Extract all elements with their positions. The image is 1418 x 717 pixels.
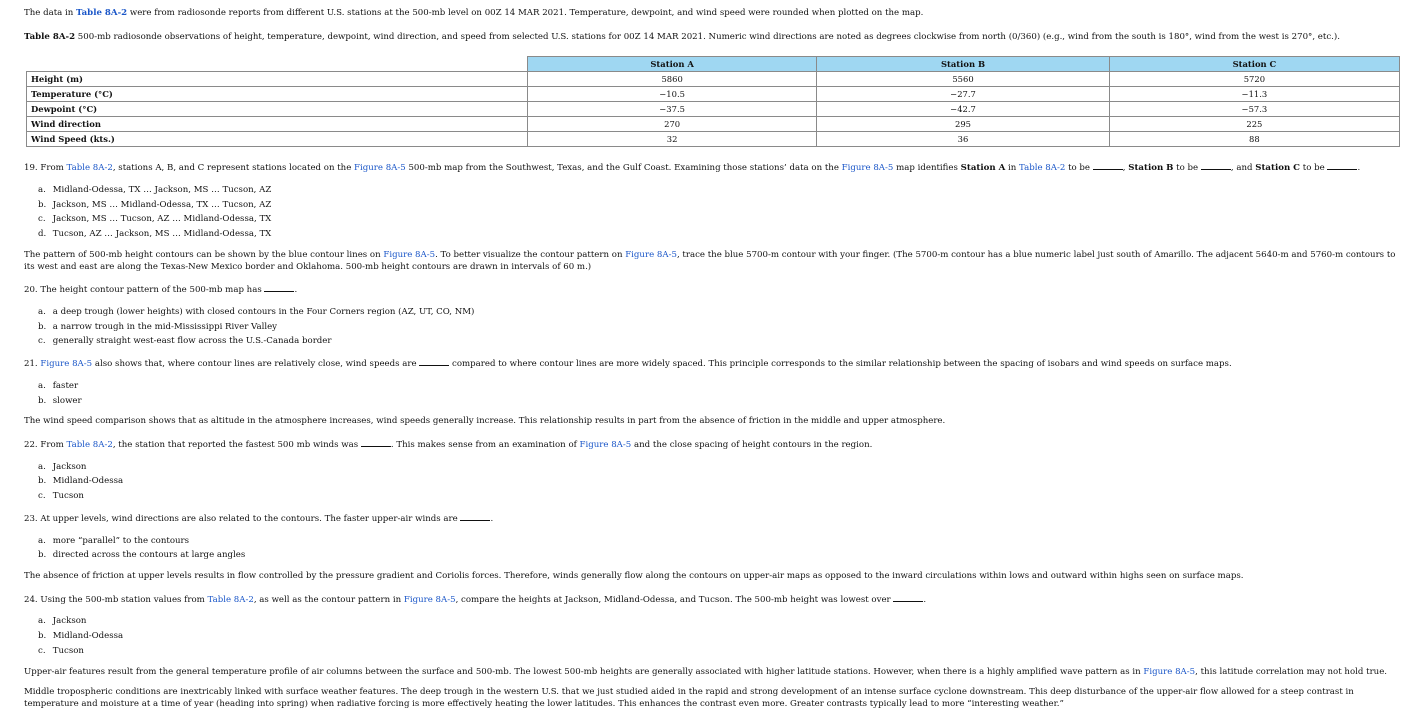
table-cell: 225 bbox=[1109, 117, 1399, 132]
list-item[interactable] bbox=[38, 646, 1398, 661]
p1-text: The pattern of 500-mb height contours can be shown by the blue contour lines on bbox=[24, 249, 384, 260]
question-20 bbox=[24, 283, 1398, 297]
option-letter: a. bbox=[38, 380, 46, 391]
q19-text: 500-mb map from the Southwest, Texas, and the Gulf Coast. Examining those stations’ data on the bbox=[405, 163, 842, 174]
list-item[interactable] bbox=[38, 462, 1398, 477]
q22-text: and the close spacing of height contours in the region. bbox=[631, 439, 873, 450]
q19-text: to be bbox=[1300, 163, 1328, 174]
option-letter: d. bbox=[38, 229, 47, 240]
row-label-temperature: Temperature (°C) bbox=[27, 87, 528, 102]
figure-8a-5-link[interactable]: Figure 8A-5 bbox=[40, 359, 93, 370]
paragraph-troposphere: Middle tropospheric conditions are inextricably linked with surface weather features. The deep trough in the western U.S. that we just studied aided in the rapid and strong development of an intense surface cyclone downstream. This deep disturbance of the upper-air flow allowed for a steep contrast in temperature and moisture at a time of year (heading into spring) when radiative forcing is more effectively heating the lower latitudes. This enhances the contrast even more. Greater contrasts typically lead to more “interesting weather.” bbox=[24, 687, 1354, 709]
list-item[interactable] bbox=[38, 307, 1398, 322]
option-text: Midland-Odessa, TX … Jackson, MS … Tucson, AZ bbox=[52, 184, 272, 195]
row-label-dewpoint: Dewpoint (°C) bbox=[27, 102, 528, 117]
option-letter: c. bbox=[38, 336, 46, 347]
intro-text: The data in bbox=[24, 8, 77, 18]
list-item[interactable] bbox=[38, 336, 1398, 351]
paragraph-latitude bbox=[24, 667, 1398, 679]
q20-options bbox=[38, 307, 1398, 351]
option-letter: b. bbox=[38, 395, 47, 406]
intro-text-end: were from radiosonde reports from different U.S. stations at the 500-mb level on 00Z 14 MAR 2021. Temperature, dewpoint, and wind speed were rounded when plotted on the map. bbox=[127, 8, 924, 18]
q22-text: 22. From bbox=[24, 439, 67, 450]
list-item[interactable] bbox=[38, 616, 1398, 631]
list-item[interactable] bbox=[38, 476, 1398, 491]
table-cell: 5860 bbox=[528, 72, 817, 87]
q24-text: , as well as the contour pattern in bbox=[253, 594, 404, 605]
option-text: Jackson, MS … Tucson, AZ … Midland-Odessa, TX bbox=[52, 214, 272, 225]
paragraph-contours bbox=[24, 250, 1398, 273]
caption-label: Table 8A-2 bbox=[24, 31, 76, 42]
q24-options bbox=[38, 616, 1398, 660]
table-cell: 295 bbox=[817, 117, 1110, 132]
option-text: a narrow trough in the mid-Mississippi River Valley bbox=[52, 321, 278, 332]
table-cell: −57.3 bbox=[1109, 102, 1399, 117]
q23-options bbox=[38, 536, 1398, 566]
q19-text: , bbox=[1122, 163, 1129, 174]
question-24 bbox=[24, 593, 1398, 607]
list-item[interactable] bbox=[38, 631, 1398, 646]
option-text: Midland-Odessa bbox=[52, 631, 124, 642]
list-item[interactable] bbox=[38, 214, 1398, 229]
table-8a-2-link[interactable]: Table 8A-2 bbox=[76, 8, 128, 18]
q21-text: compared to where contour lines are more widely spaced. This principle corresponds to the similar relationship between the spacing of isobars and wind speeds on surface maps. bbox=[449, 359, 1232, 370]
q21-options bbox=[38, 381, 1398, 411]
q22-text: . This makes sense from an examination of bbox=[390, 439, 580, 450]
figure-8a-5-link[interactable]: Figure 8A-5 bbox=[403, 594, 456, 605]
option-text: Tucson bbox=[52, 645, 84, 656]
table-cell: 5560 bbox=[817, 72, 1110, 87]
paragraph-friction: The absence of friction at upper levels results in flow controlled by the pressure gradient and Coriolis forces. Therefore, winds generally flow along the contours on upper-air maps as opposed to the inward circulations within lows and outward within highs seen on surface maps. bbox=[24, 571, 1244, 582]
option-text: Jackson, MS … Midland-Odessa, TX … Tucson, AZ bbox=[52, 199, 272, 210]
q19-bold: Station C bbox=[1255, 163, 1301, 174]
list-item[interactable] bbox=[38, 536, 1398, 551]
question-22 bbox=[24, 438, 1398, 452]
option-letter: b. bbox=[38, 321, 47, 332]
figure-8a-5-link[interactable]: Figure 8A-5 bbox=[625, 249, 677, 260]
q19-text: . bbox=[1357, 163, 1361, 174]
q19-text: to be bbox=[1065, 163, 1093, 174]
question-23 bbox=[24, 512, 1398, 526]
option-letter: b. bbox=[38, 476, 47, 487]
option-text: Midland-Odessa bbox=[52, 476, 124, 487]
q19-bold: Station B bbox=[1128, 163, 1174, 174]
option-text: a deep trough (lower heights) with closed contours in the Four Corners region (AZ, UT, CO, NM) bbox=[52, 306, 475, 317]
table-corner-cell bbox=[27, 57, 528, 72]
q22-text: , the station that reported the fastest 500 mb winds was bbox=[112, 439, 361, 450]
option-text: faster bbox=[52, 380, 79, 391]
table-caption bbox=[24, 32, 1398, 44]
list-item[interactable] bbox=[38, 200, 1398, 215]
q24-text: 24. Using the 500-mb station values from bbox=[24, 594, 208, 605]
q19-text: to be bbox=[1173, 163, 1201, 174]
table-cell: −10.5 bbox=[528, 87, 817, 102]
paragraph-wind-speed: The wind speed comparison shows that as altitude in the atmosphere increases, wind speeds generally increase. This relationship results in part from the absence of friction in the middle and upper atmosphere. bbox=[24, 416, 946, 427]
table-row bbox=[27, 132, 1400, 147]
answer-blank[interactable] bbox=[893, 593, 923, 602]
option-text: more “parallel” to the contours bbox=[52, 535, 190, 546]
option-letter: b. bbox=[38, 550, 47, 561]
question-19 bbox=[24, 161, 1398, 175]
figure-8a-5-link[interactable]: Figure 8A-5 bbox=[579, 439, 632, 450]
list-item[interactable] bbox=[38, 322, 1398, 337]
q19-options bbox=[38, 185, 1398, 244]
answer-blank[interactable] bbox=[1327, 161, 1357, 170]
table-8a-2-link[interactable]: Table 8A-2 bbox=[66, 163, 113, 174]
list-item[interactable] bbox=[38, 491, 1398, 506]
table-cell: −37.5 bbox=[528, 102, 817, 117]
option-text: generally straight west-east flow across the U.S.-Canada border bbox=[52, 336, 332, 347]
figure-8a-5-link[interactable]: Figure 8A-5 bbox=[1143, 666, 1196, 677]
q20-text: 20. The height contour pattern of the 500-mb map has bbox=[24, 285, 265, 296]
q19-text: map identifies bbox=[893, 163, 961, 174]
column-header-station-b: Station B bbox=[817, 57, 1110, 72]
q24-text: , compare the heights at Jackson, Midland-Odessa, and Tucson. The 500-mb height was lowest over bbox=[455, 594, 894, 605]
answer-blank[interactable] bbox=[460, 512, 490, 521]
option-letter: b. bbox=[38, 199, 47, 210]
option-letter: a. bbox=[38, 184, 46, 195]
answer-blank[interactable] bbox=[361, 438, 391, 447]
option-letter: a. bbox=[38, 461, 46, 472]
table-8a-2-link[interactable]: Table 8A-2 bbox=[207, 594, 254, 605]
q19-text: 19. From bbox=[24, 163, 67, 174]
caption-text: 500-mb radiosonde observations of height, temperature, dewpoint, wind direction, and speed from selected U.S. stations for 00Z 14 MAR 2021. Numeric wind directions are noted as degrees clockwise from north (0/360) (e.g., wind from the south is 180°, wind from the west is 270°, etc.). bbox=[75, 31, 1340, 42]
column-header-station-c: Station C bbox=[1109, 57, 1399, 72]
column-header-station-a: Station A bbox=[528, 57, 817, 72]
list-item[interactable] bbox=[38, 396, 1398, 411]
answer-blank[interactable] bbox=[264, 283, 294, 292]
option-text: slower bbox=[52, 395, 82, 406]
option-text: Jackson bbox=[52, 616, 87, 627]
figure-8a-5-link[interactable]: Figure 8A-5 bbox=[383, 249, 436, 260]
intro-paragraph bbox=[24, 8, 1398, 20]
p4-text: Upper-air features result from the general temperature profile of air columns between the surface and 500-mb. The lowest 500-mb heights are generally associated with higher latitude stations. However, when there is a highly amplified wave pattern as in bbox=[24, 666, 1144, 677]
q21-text: also shows that, where contour lines are relatively close, wind speeds are bbox=[92, 359, 420, 370]
table-row bbox=[27, 102, 1400, 117]
table-cell: −27.7 bbox=[817, 87, 1110, 102]
option-letter: c. bbox=[38, 214, 46, 225]
table-cell: 36 bbox=[817, 132, 1110, 147]
list-item[interactable] bbox=[38, 229, 1398, 244]
answer-blank[interactable] bbox=[1201, 161, 1231, 170]
option-letter: c. bbox=[38, 645, 46, 656]
option-letter: a. bbox=[38, 616, 46, 627]
q19-text: , and bbox=[1230, 163, 1256, 174]
q23-text: . bbox=[490, 513, 494, 524]
answer-blank[interactable] bbox=[419, 357, 449, 366]
q19-bold: Station A bbox=[960, 163, 1006, 174]
option-letter: c. bbox=[38, 491, 46, 502]
table-cell: 270 bbox=[528, 117, 817, 132]
table-8a-2-link[interactable]: Table 8A-2 bbox=[1019, 163, 1066, 174]
list-item[interactable] bbox=[38, 550, 1398, 565]
figure-8a-5-link[interactable]: Figure 8A-5 bbox=[841, 163, 894, 174]
answer-blank[interactable] bbox=[1093, 161, 1123, 170]
q19-text: , stations A, B, and C represent stations located on the bbox=[112, 163, 355, 174]
q22-options bbox=[38, 462, 1398, 506]
q20-text: . bbox=[294, 285, 298, 296]
option-text: directed across the contours at large angles bbox=[52, 550, 246, 561]
option-letter: a. bbox=[38, 306, 46, 317]
table-row bbox=[27, 87, 1400, 102]
table-8a-2-link[interactable]: Table 8A-2 bbox=[66, 439, 113, 450]
table-cell: −11.3 bbox=[1109, 87, 1399, 102]
observations-table bbox=[26, 56, 1400, 147]
row-label-height: Height (m) bbox=[27, 72, 528, 87]
option-letter: b. bbox=[38, 631, 47, 642]
table-header-row bbox=[27, 57, 1400, 72]
question-21 bbox=[24, 357, 1398, 371]
option-letter: a. bbox=[38, 535, 46, 546]
p4-text: , this latitude correlation may not hold true. bbox=[1195, 666, 1388, 677]
q19-text: in bbox=[1005, 163, 1020, 174]
q23-text: 23. At upper levels, wind directions are also related to the contours. The faster upper-air winds are bbox=[24, 513, 461, 524]
option-text: Tucson bbox=[52, 491, 84, 502]
table-cell: 5720 bbox=[1109, 72, 1399, 87]
row-label-wind-speed: Wind Speed (kts.) bbox=[27, 132, 528, 147]
q21-text: 21. bbox=[24, 359, 41, 370]
table-cell: 88 bbox=[1109, 132, 1399, 147]
figure-8a-5-link[interactable]: Figure 8A-5 bbox=[354, 163, 406, 174]
list-item[interactable] bbox=[38, 185, 1398, 200]
q24-text: . bbox=[923, 594, 927, 605]
p1-text: , trace the blue 5700-m contour with your finger. (The 5700-m contour has a blue numeric label just south of Amarillo. The adjacent 5640-m and 5760-m contours to its west and east are along the Texas-New Mexico border and Oklahoma. 500-mb height contours are drawn in intervals of 60 m.) bbox=[24, 249, 1396, 272]
table-cell: −42.7 bbox=[817, 102, 1110, 117]
table-row bbox=[27, 72, 1400, 87]
row-label-wind-direction: Wind direction bbox=[27, 117, 528, 132]
option-text: Jackson bbox=[52, 461, 87, 472]
table-cell: 32 bbox=[528, 132, 817, 147]
p1-text: . To better visualize the contour pattern on bbox=[435, 249, 626, 260]
list-item[interactable] bbox=[38, 381, 1398, 396]
table-row bbox=[27, 117, 1400, 132]
option-text: Tucson, AZ … Jackson, MS … Midland-Odessa, TX bbox=[52, 229, 272, 240]
